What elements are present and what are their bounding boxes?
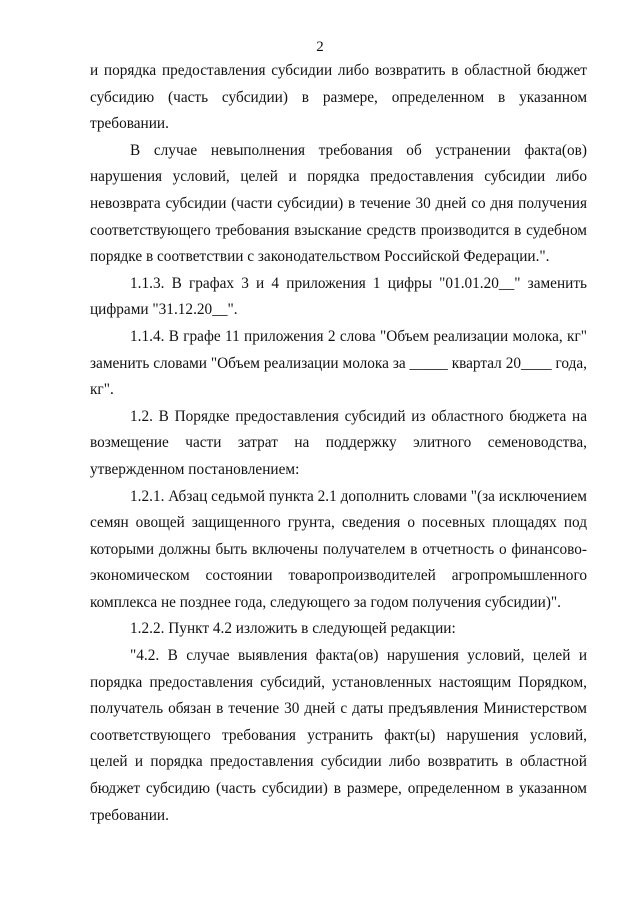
paragraph-1-2-2: 1.2.2. Пункт 4.2 изложить в следующей редакции: <box>130 620 456 638</box>
paragraph-4-2: "4.2. В случае выявления факта(ов) нарушения условий, целей и порядка предоставления субсидий, установленных настоящим Порядком, получатель обязан в течение 30 дней с даты предъявления Министерством соответствующего требования устранить факт(ы) нарушения условий, целей и порядка предоставления субсидии либо возвратить в областной бюджет субсидию (часть субсидии) в размере, определенном в указанном требовании. <box>90 647 587 824</box>
document-body <box>90 58 587 829</box>
paragraph-continuation: и порядка предоставления субсидии либо возвратить в областной бюджет субсидию (часть субсидии) в размере, определенном в указанном требовании. <box>90 62 587 133</box>
paragraph-nonfulfillment: В случае невыполнения требования об устранении факта(ов) нарушения условий, целей и порядка предоставления субсидии либо невозврата субсидии (части субсидии) в течение 30 дней со дня получения соответствующего требования взыскание средств производится в судебном порядке в соответствии с законодательством Российской Федерации.". <box>90 141 587 266</box>
paragraph-1-2: 1.2. В Порядке предоставления субсидий из областного бюджета на возмещение части затрат на поддержку элитного семеноводства, утвержденном постановлением: <box>90 407 587 478</box>
page-number: 2 <box>316 39 324 55</box>
paragraph-1-1-4: 1.1.4. В графе 11 приложения 2 слова "Объем реализации молока, кг" заменить словами "Объем реализации молока за _____ квартал 20____ года, кг". <box>90 327 587 399</box>
paragraph-1-2-1: 1.2.1. Абзац седьмой пункта 2.1 дополнить словами "(за исключением семян овощей защищенного грунта, сведения о посевных площадях под которыми должны быть включены получателем в отчетность о финансово-экономическом состоянии товаропроизводителей агропромышленного комплекса не позднее года, следующего за годом получения субсидии)". <box>90 487 587 611</box>
paragraph-1-1-3: 1.1.3. В графах 3 и 4 приложения 1 цифры "01.01.20__" заменить цифрами "31.12.20__". <box>90 274 587 319</box>
